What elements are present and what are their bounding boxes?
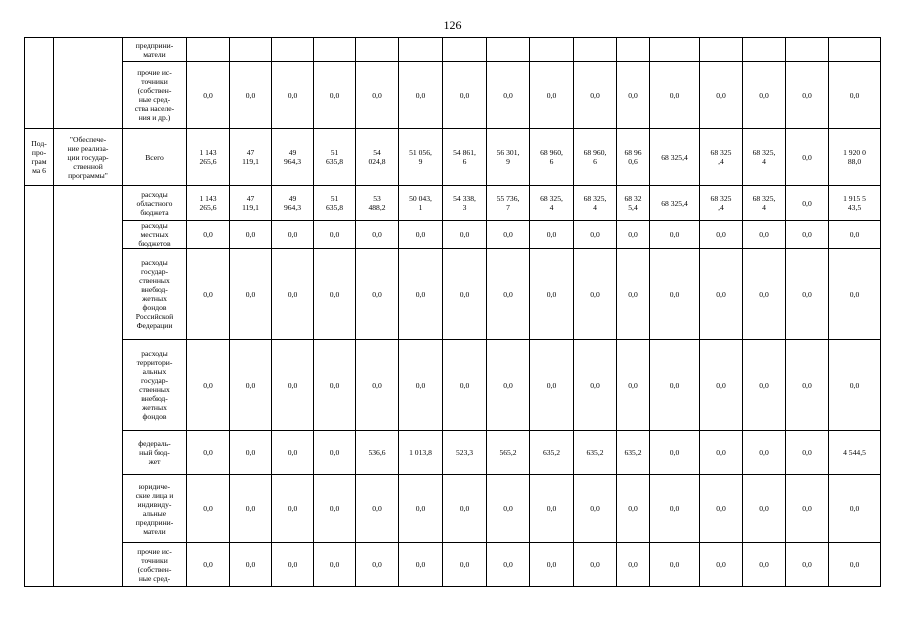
value-cell: 0,0	[272, 475, 314, 543]
value-cell: 0,0	[314, 431, 356, 475]
value-cell: 0,0	[829, 543, 881, 587]
value-cell: 0,0	[530, 340, 574, 431]
value-cell	[230, 38, 272, 62]
value-cell: 0,0	[314, 340, 356, 431]
value-cell: 0,0	[272, 431, 314, 475]
value-cell: 0,0	[786, 475, 829, 543]
table-row	[25, 340, 881, 431]
table-row	[25, 249, 881, 340]
value-cell: 0,0	[574, 475, 617, 543]
value-cell: 635,2	[574, 431, 617, 475]
value-cell: 0,0	[650, 431, 700, 475]
value-cell: 68 325 ,4	[700, 186, 743, 221]
value-cell: 0,0	[786, 340, 829, 431]
value-cell: 0,0	[487, 543, 530, 587]
budget-table	[24, 37, 881, 587]
value-cell: 0,0	[314, 221, 356, 249]
value-cell: 0,0	[786, 431, 829, 475]
value-cell	[743, 38, 786, 62]
value-cell: 0,0	[230, 62, 272, 129]
value-cell: 0,0	[617, 475, 650, 543]
value-cell: 0,0	[443, 340, 487, 431]
blank-cell	[25, 186, 54, 587]
value-cell: 0,0	[487, 221, 530, 249]
value-cell	[399, 38, 443, 62]
value-cell: 0,0	[443, 543, 487, 587]
value-cell: 0,0	[743, 249, 786, 340]
value-cell: 0,0	[700, 543, 743, 587]
value-cell: 0,0	[356, 62, 399, 129]
page-number: 126	[443, 18, 462, 32]
value-cell: 0,0	[399, 249, 443, 340]
value-cell: 0,0	[700, 475, 743, 543]
value-cell: 0,0	[574, 62, 617, 129]
value-cell: 0,0	[617, 340, 650, 431]
funding-source-cell: расходы местных бюджетов	[123, 221, 187, 249]
value-cell: 0,0	[487, 475, 530, 543]
value-cell: 0,0	[187, 475, 230, 543]
value-cell: 49 964,3	[272, 186, 314, 221]
value-cell: 0,0	[187, 221, 230, 249]
value-cell: 0,0	[700, 431, 743, 475]
value-cell	[786, 38, 829, 62]
value-cell: 0,0	[187, 543, 230, 587]
value-cell: 635,2	[617, 431, 650, 475]
value-cell: 0,0	[786, 129, 829, 186]
value-cell: 0,0	[187, 340, 230, 431]
value-cell: 1 143 265,6	[187, 129, 230, 186]
table-row	[25, 543, 881, 587]
value-cell: 0,0	[443, 475, 487, 543]
value-cell: 54 024,8	[356, 129, 399, 186]
value-cell: 0,0	[617, 249, 650, 340]
value-cell: 0,0	[399, 221, 443, 249]
value-cell: 68 325,4	[650, 129, 700, 186]
value-cell: 565,2	[487, 431, 530, 475]
blank-cell	[25, 38, 54, 129]
value-cell: 0,0	[574, 340, 617, 431]
value-cell: 49 964,3	[272, 129, 314, 186]
value-cell: 68 325, 4	[743, 186, 786, 221]
value-cell: 0,0	[650, 340, 700, 431]
value-cell: 54 338, 3	[443, 186, 487, 221]
value-cell: 0,0	[786, 221, 829, 249]
value-cell: 0,0	[443, 221, 487, 249]
value-cell: 0,0	[230, 543, 272, 587]
value-cell: 0,0	[314, 249, 356, 340]
value-cell: 0,0	[530, 62, 574, 129]
value-cell: 68 325, 4	[743, 129, 786, 186]
value-cell: 0,0	[272, 543, 314, 587]
table-row	[25, 129, 881, 186]
blank-cell	[54, 186, 123, 587]
value-cell: 68 960, 6	[530, 129, 574, 186]
funding-source-cell: юридиче- ские лица и индивиду- альные предприни- матели	[123, 475, 187, 543]
value-cell: 55 736, 7	[487, 186, 530, 221]
value-cell: 56 301, 9	[487, 129, 530, 186]
value-cell: 0,0	[314, 475, 356, 543]
table-row	[25, 38, 881, 62]
value-cell: 0,0	[399, 62, 443, 129]
value-cell: 0,0	[743, 431, 786, 475]
value-cell	[617, 38, 650, 62]
value-cell: 0,0	[530, 221, 574, 249]
value-cell: 51 056, 9	[399, 129, 443, 186]
value-cell: 1 915 5 43,5	[829, 186, 881, 221]
value-cell: 0,0	[487, 249, 530, 340]
value-cell: 0,0	[399, 340, 443, 431]
value-cell: 68 325, 4	[574, 186, 617, 221]
value-cell: 0,0	[443, 249, 487, 340]
value-cell: 51 635,8	[314, 129, 356, 186]
value-cell: 0,0	[487, 340, 530, 431]
value-cell: 0,0	[650, 475, 700, 543]
funding-source-cell: расходы территори- альных государ- ственных внебюд- жетных фондов	[123, 340, 187, 431]
value-cell: 0,0	[650, 249, 700, 340]
value-cell	[650, 38, 700, 62]
value-cell: 0,0	[314, 62, 356, 129]
value-cell	[187, 38, 230, 62]
value-cell: 68 325, 4	[530, 186, 574, 221]
value-cell: 0,0	[230, 475, 272, 543]
value-cell: 0,0	[829, 475, 881, 543]
value-cell: 0,0	[743, 221, 786, 249]
value-cell: 0,0	[356, 475, 399, 543]
value-cell: 0,0	[700, 249, 743, 340]
value-cell	[314, 38, 356, 62]
funding-source-cell: предприни- матели	[123, 38, 187, 62]
value-cell: 0,0	[356, 249, 399, 340]
value-cell: 0,0	[187, 62, 230, 129]
value-cell: 68 960, 6	[574, 129, 617, 186]
value-cell: 0,0	[487, 62, 530, 129]
value-cell: 0,0	[617, 543, 650, 587]
value-cell: 54 861, 6	[443, 129, 487, 186]
table-row	[25, 221, 881, 249]
value-cell: 0,0	[230, 249, 272, 340]
value-cell: 0,0	[786, 543, 829, 587]
value-cell: 0,0	[530, 475, 574, 543]
value-cell: 0,0	[356, 340, 399, 431]
value-cell: 47 119,1	[230, 186, 272, 221]
value-cell: 0,0	[650, 62, 700, 129]
value-cell	[272, 38, 314, 62]
value-cell: 0,0	[356, 543, 399, 587]
value-cell: 0,0	[786, 186, 829, 221]
value-cell: 1 920 0 88,0	[829, 129, 881, 186]
value-cell: 50 043, 1	[399, 186, 443, 221]
value-cell	[443, 38, 487, 62]
value-cell: 523,3	[443, 431, 487, 475]
value-cell: 0,0	[230, 431, 272, 475]
value-cell: 0,0	[700, 62, 743, 129]
value-cell: 0,0	[786, 249, 829, 340]
value-cell: 0,0	[272, 249, 314, 340]
value-cell: 536,6	[356, 431, 399, 475]
value-cell: 47 119,1	[230, 129, 272, 186]
value-cell: 0,0	[272, 340, 314, 431]
value-cell: 0,0	[314, 543, 356, 587]
value-cell: 0,0	[530, 249, 574, 340]
value-cell	[530, 38, 574, 62]
funding-source-cell: расходы государ- ственных внебюд- жетных фондов Российской Федерации	[123, 249, 187, 340]
value-cell: 0,0	[743, 475, 786, 543]
table-row	[25, 62, 881, 129]
value-cell: 0,0	[399, 543, 443, 587]
value-cell: 51 635,8	[314, 186, 356, 221]
value-cell	[829, 38, 881, 62]
value-cell: 4 544,5	[829, 431, 881, 475]
value-cell: 0,0	[187, 249, 230, 340]
value-cell: 0,0	[574, 543, 617, 587]
value-cell: 0,0	[829, 340, 881, 431]
value-cell: 0,0	[700, 221, 743, 249]
funding-source-cell: прочие ис- точники (собствен- ные сред- ства населе- ния и др.)	[123, 62, 187, 129]
value-cell: 0,0	[617, 62, 650, 129]
value-cell: 1 143 265,6	[187, 186, 230, 221]
value-cell: 68 325,4	[650, 186, 700, 221]
value-cell: 0,0	[272, 62, 314, 129]
value-cell: 0,0	[272, 221, 314, 249]
value-cell: 635,2	[530, 431, 574, 475]
value-cell: 0,0	[743, 62, 786, 129]
value-cell: 68 32 5,4	[617, 186, 650, 221]
funding-source-cell: федераль- ный бюд- жет	[123, 431, 187, 475]
funding-source-cell: расходы областного бюджета	[123, 186, 187, 221]
subprogram-name: "Обеспече- ние реализа- ции государ- ственной программы"	[54, 129, 123, 186]
value-cell: 0,0	[399, 475, 443, 543]
value-cell: 0,0	[650, 221, 700, 249]
value-cell	[487, 38, 530, 62]
value-cell: 0,0	[530, 543, 574, 587]
value-cell: 0,0	[356, 221, 399, 249]
value-cell: 0,0	[829, 62, 881, 129]
value-cell: 0,0	[743, 340, 786, 431]
value-cell: 68 96 0,6	[617, 129, 650, 186]
table-row	[25, 475, 881, 543]
value-cell	[356, 38, 399, 62]
funding-source-cell: прочие ис- точники (собствен- ные сред-	[123, 543, 187, 587]
value-cell: 0,0	[230, 340, 272, 431]
table-row	[25, 431, 881, 475]
subprogram-label: Под- про- грам ма 6	[25, 129, 54, 186]
value-cell: 0,0	[617, 221, 650, 249]
funding-source-cell: Всего	[123, 129, 187, 186]
value-cell: 68 325 ,4	[700, 129, 743, 186]
value-cell: 0,0	[829, 249, 881, 340]
value-cell: 0,0	[574, 249, 617, 340]
value-cell	[574, 38, 617, 62]
value-cell: 1 013,8	[399, 431, 443, 475]
blank-cell	[54, 38, 123, 129]
value-cell: 0,0	[786, 62, 829, 129]
value-cell: 53 488,2	[356, 186, 399, 221]
value-cell: 0,0	[230, 221, 272, 249]
value-cell: 0,0	[743, 543, 786, 587]
table-row	[25, 186, 881, 221]
value-cell	[700, 38, 743, 62]
value-cell: 0,0	[829, 221, 881, 249]
value-cell: 0,0	[650, 543, 700, 587]
value-cell: 0,0	[443, 62, 487, 129]
value-cell: 0,0	[700, 340, 743, 431]
value-cell: 0,0	[574, 221, 617, 249]
value-cell: 0,0	[187, 431, 230, 475]
